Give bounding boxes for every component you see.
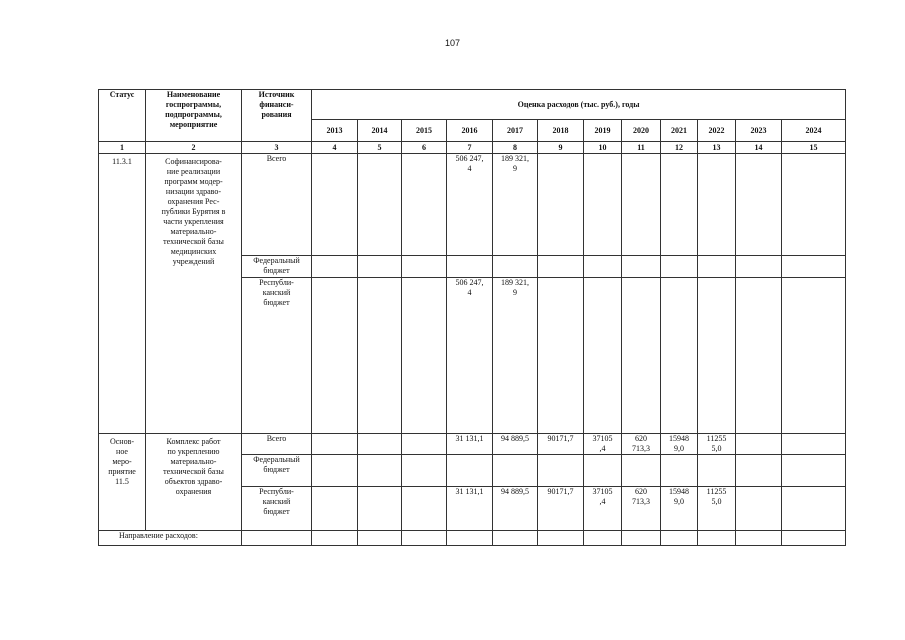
column-number: 6 <box>402 142 447 154</box>
value-cell-2016: 506 247, 4 <box>447 154 493 256</box>
activity-name-cell: Софинансирова- ние реализации программ модер- низации здраво- охранения Рес- публики Бурятия в части укрепления материально- технической базы медицинских учреждений <box>146 154 242 434</box>
header-estimate-title: Оценка расходов (тыс. руб.), годы <box>312 90 846 120</box>
value-cell-2021 <box>661 154 698 256</box>
value-cell-2024 <box>782 278 846 434</box>
value-cell-2024 <box>782 256 846 278</box>
header-year-2022: 2022 <box>698 120 736 142</box>
value-cell-2019 <box>584 278 622 434</box>
value-cell-2016: 31 131,1 <box>447 434 493 455</box>
column-number: 15 <box>782 142 846 154</box>
value-cell-2017 <box>493 256 538 278</box>
value-cell-2022: 11255 5,0 <box>698 487 736 531</box>
empty-cell <box>661 531 698 546</box>
column-number: 12 <box>661 142 698 154</box>
column-number: 11 <box>622 142 661 154</box>
header-year-2013: 2013 <box>312 120 358 142</box>
value-cell-2013 <box>312 278 358 434</box>
header-year-2019: 2019 <box>584 120 622 142</box>
value-cell-2023 <box>736 278 782 434</box>
footer-row <box>99 531 846 546</box>
value-cell-2022 <box>698 256 736 278</box>
empty-cell <box>493 531 538 546</box>
header-year-2018: 2018 <box>538 120 584 142</box>
value-cell-2013 <box>312 434 358 455</box>
value-cell-2020 <box>622 278 661 434</box>
column-number: 14 <box>736 142 782 154</box>
value-cell-2020 <box>622 256 661 278</box>
column-number: 13 <box>698 142 736 154</box>
value-cell-2014 <box>358 487 402 531</box>
funding-source-cell: Федеральный бюджет <box>242 455 312 487</box>
value-cell-2021 <box>661 278 698 434</box>
value-cell-2020 <box>622 154 661 256</box>
expenditure-table <box>98 89 846 546</box>
funding-source-cell: Всего <box>242 434 312 455</box>
value-cell-2015 <box>402 455 447 487</box>
funding-source-cell: Федеральный бюджет <box>242 256 312 278</box>
value-cell-2022 <box>698 455 736 487</box>
value-cell-2024 <box>782 434 846 455</box>
value-cell-2016: 31 131,1 <box>447 487 493 531</box>
value-cell-2017 <box>493 455 538 487</box>
value-cell-2013 <box>312 487 358 531</box>
value-cell-2019: 37105 ,4 <box>584 487 622 531</box>
value-cell-2015 <box>402 256 447 278</box>
value-cell-2021 <box>661 256 698 278</box>
empty-cell <box>698 531 736 546</box>
value-cell-2015 <box>402 278 447 434</box>
column-number: 10 <box>584 142 622 154</box>
status-cell: Основ- ное меро- приятие 11.5 <box>99 434 146 531</box>
value-cell-2021 <box>661 455 698 487</box>
value-cell-2013 <box>312 154 358 256</box>
value-cell-2018: 90171,7 <box>538 487 584 531</box>
value-cell-2023 <box>736 434 782 455</box>
value-cell-2019: 37105 ,4 <box>584 434 622 455</box>
empty-cell <box>447 531 493 546</box>
column-number: 2 <box>146 142 242 154</box>
value-cell-2023 <box>736 154 782 256</box>
header-row-1 <box>99 90 846 120</box>
empty-cell <box>312 531 358 546</box>
column-number: 3 <box>242 142 312 154</box>
value-cell-2019 <box>584 455 622 487</box>
value-cell-2024 <box>782 487 846 531</box>
empty-cell <box>538 531 584 546</box>
value-cell-2024 <box>782 455 846 487</box>
value-cell-2020: 620 713,3 <box>622 434 661 455</box>
column-number: 9 <box>538 142 584 154</box>
funding-source-cell: Республи- канский бюджет <box>242 487 312 531</box>
value-cell-2023 <box>736 256 782 278</box>
expenditure-direction-label: Направление расходов: <box>99 531 242 546</box>
value-cell-2017: 189 321, 9 <box>493 154 538 256</box>
status-cell: 11.3.1 <box>99 154 146 434</box>
value-cell-2013 <box>312 256 358 278</box>
value-cell-2017: 94 889,5 <box>493 487 538 531</box>
header-year-2016: 2016 <box>447 120 493 142</box>
column-number: 7 <box>447 142 493 154</box>
empty-cell <box>402 531 447 546</box>
header-year-2014: 2014 <box>358 120 402 142</box>
column-numbers-row <box>99 142 846 154</box>
value-cell-2017: 189 321, 9 <box>493 278 538 434</box>
empty-cell <box>242 531 312 546</box>
header-source: Источник финанси- рования <box>242 90 312 142</box>
value-cell-2016 <box>447 455 493 487</box>
value-cell-2015 <box>402 154 447 256</box>
value-cell-2014 <box>358 455 402 487</box>
empty-cell <box>584 531 622 546</box>
value-cell-2014 <box>358 434 402 455</box>
header-year-2024: 2024 <box>782 120 846 142</box>
value-cell-2018 <box>538 154 584 256</box>
value-cell-2019 <box>584 154 622 256</box>
value-cell-2021: 15948 9,0 <box>661 434 698 455</box>
empty-cell <box>622 531 661 546</box>
value-cell-2018 <box>538 455 584 487</box>
column-number: 8 <box>493 142 538 154</box>
data-row <box>99 154 846 256</box>
value-cell-2014 <box>358 256 402 278</box>
funding-source-cell: Всего <box>242 154 312 256</box>
value-cell-2022 <box>698 154 736 256</box>
activity-name-cell: Комплекс работ по укреплению материально- технической базы объектов здраво- охранения <box>146 434 242 531</box>
value-cell-2020 <box>622 455 661 487</box>
value-cell-2023 <box>736 487 782 531</box>
value-cell-2016: 506 247, 4 <box>447 278 493 434</box>
column-number: 1 <box>99 142 146 154</box>
empty-cell <box>358 531 402 546</box>
value-cell-2022 <box>698 278 736 434</box>
value-cell-2023 <box>736 455 782 487</box>
header-status: Статус <box>99 90 146 142</box>
value-cell-2020: 620 713,3 <box>622 487 661 531</box>
value-cell-2015 <box>402 434 447 455</box>
value-cell-2018: 90171,7 <box>538 434 584 455</box>
value-cell-2018 <box>538 278 584 434</box>
value-cell-2017: 94 889,5 <box>493 434 538 455</box>
empty-cell <box>782 531 846 546</box>
empty-cell <box>736 531 782 546</box>
value-cell-2015 <box>402 487 447 531</box>
page-number: 107 <box>444 38 461 48</box>
value-cell-2016 <box>447 256 493 278</box>
value-cell-2013 <box>312 455 358 487</box>
value-cell-2018 <box>538 256 584 278</box>
header-year-2015: 2015 <box>402 120 447 142</box>
column-number: 4 <box>312 142 358 154</box>
value-cell-2019 <box>584 256 622 278</box>
value-cell-2014 <box>358 154 402 256</box>
value-cell-2022: 11255 5,0 <box>698 434 736 455</box>
header-year-2020: 2020 <box>622 120 661 142</box>
value-cell-2021: 15948 9,0 <box>661 487 698 531</box>
value-cell-2024 <box>782 154 846 256</box>
header-name: Наименование госпрограммы, подпрограммы, мероприятие <box>146 90 242 142</box>
value-cell-2014 <box>358 278 402 434</box>
header-year-2021: 2021 <box>661 120 698 142</box>
column-number: 5 <box>358 142 402 154</box>
data-row <box>99 434 846 455</box>
header-year-2017: 2017 <box>493 120 538 142</box>
header-year-2023: 2023 <box>736 120 782 142</box>
funding-source-cell: Республи- канский бюджет <box>242 278 312 434</box>
